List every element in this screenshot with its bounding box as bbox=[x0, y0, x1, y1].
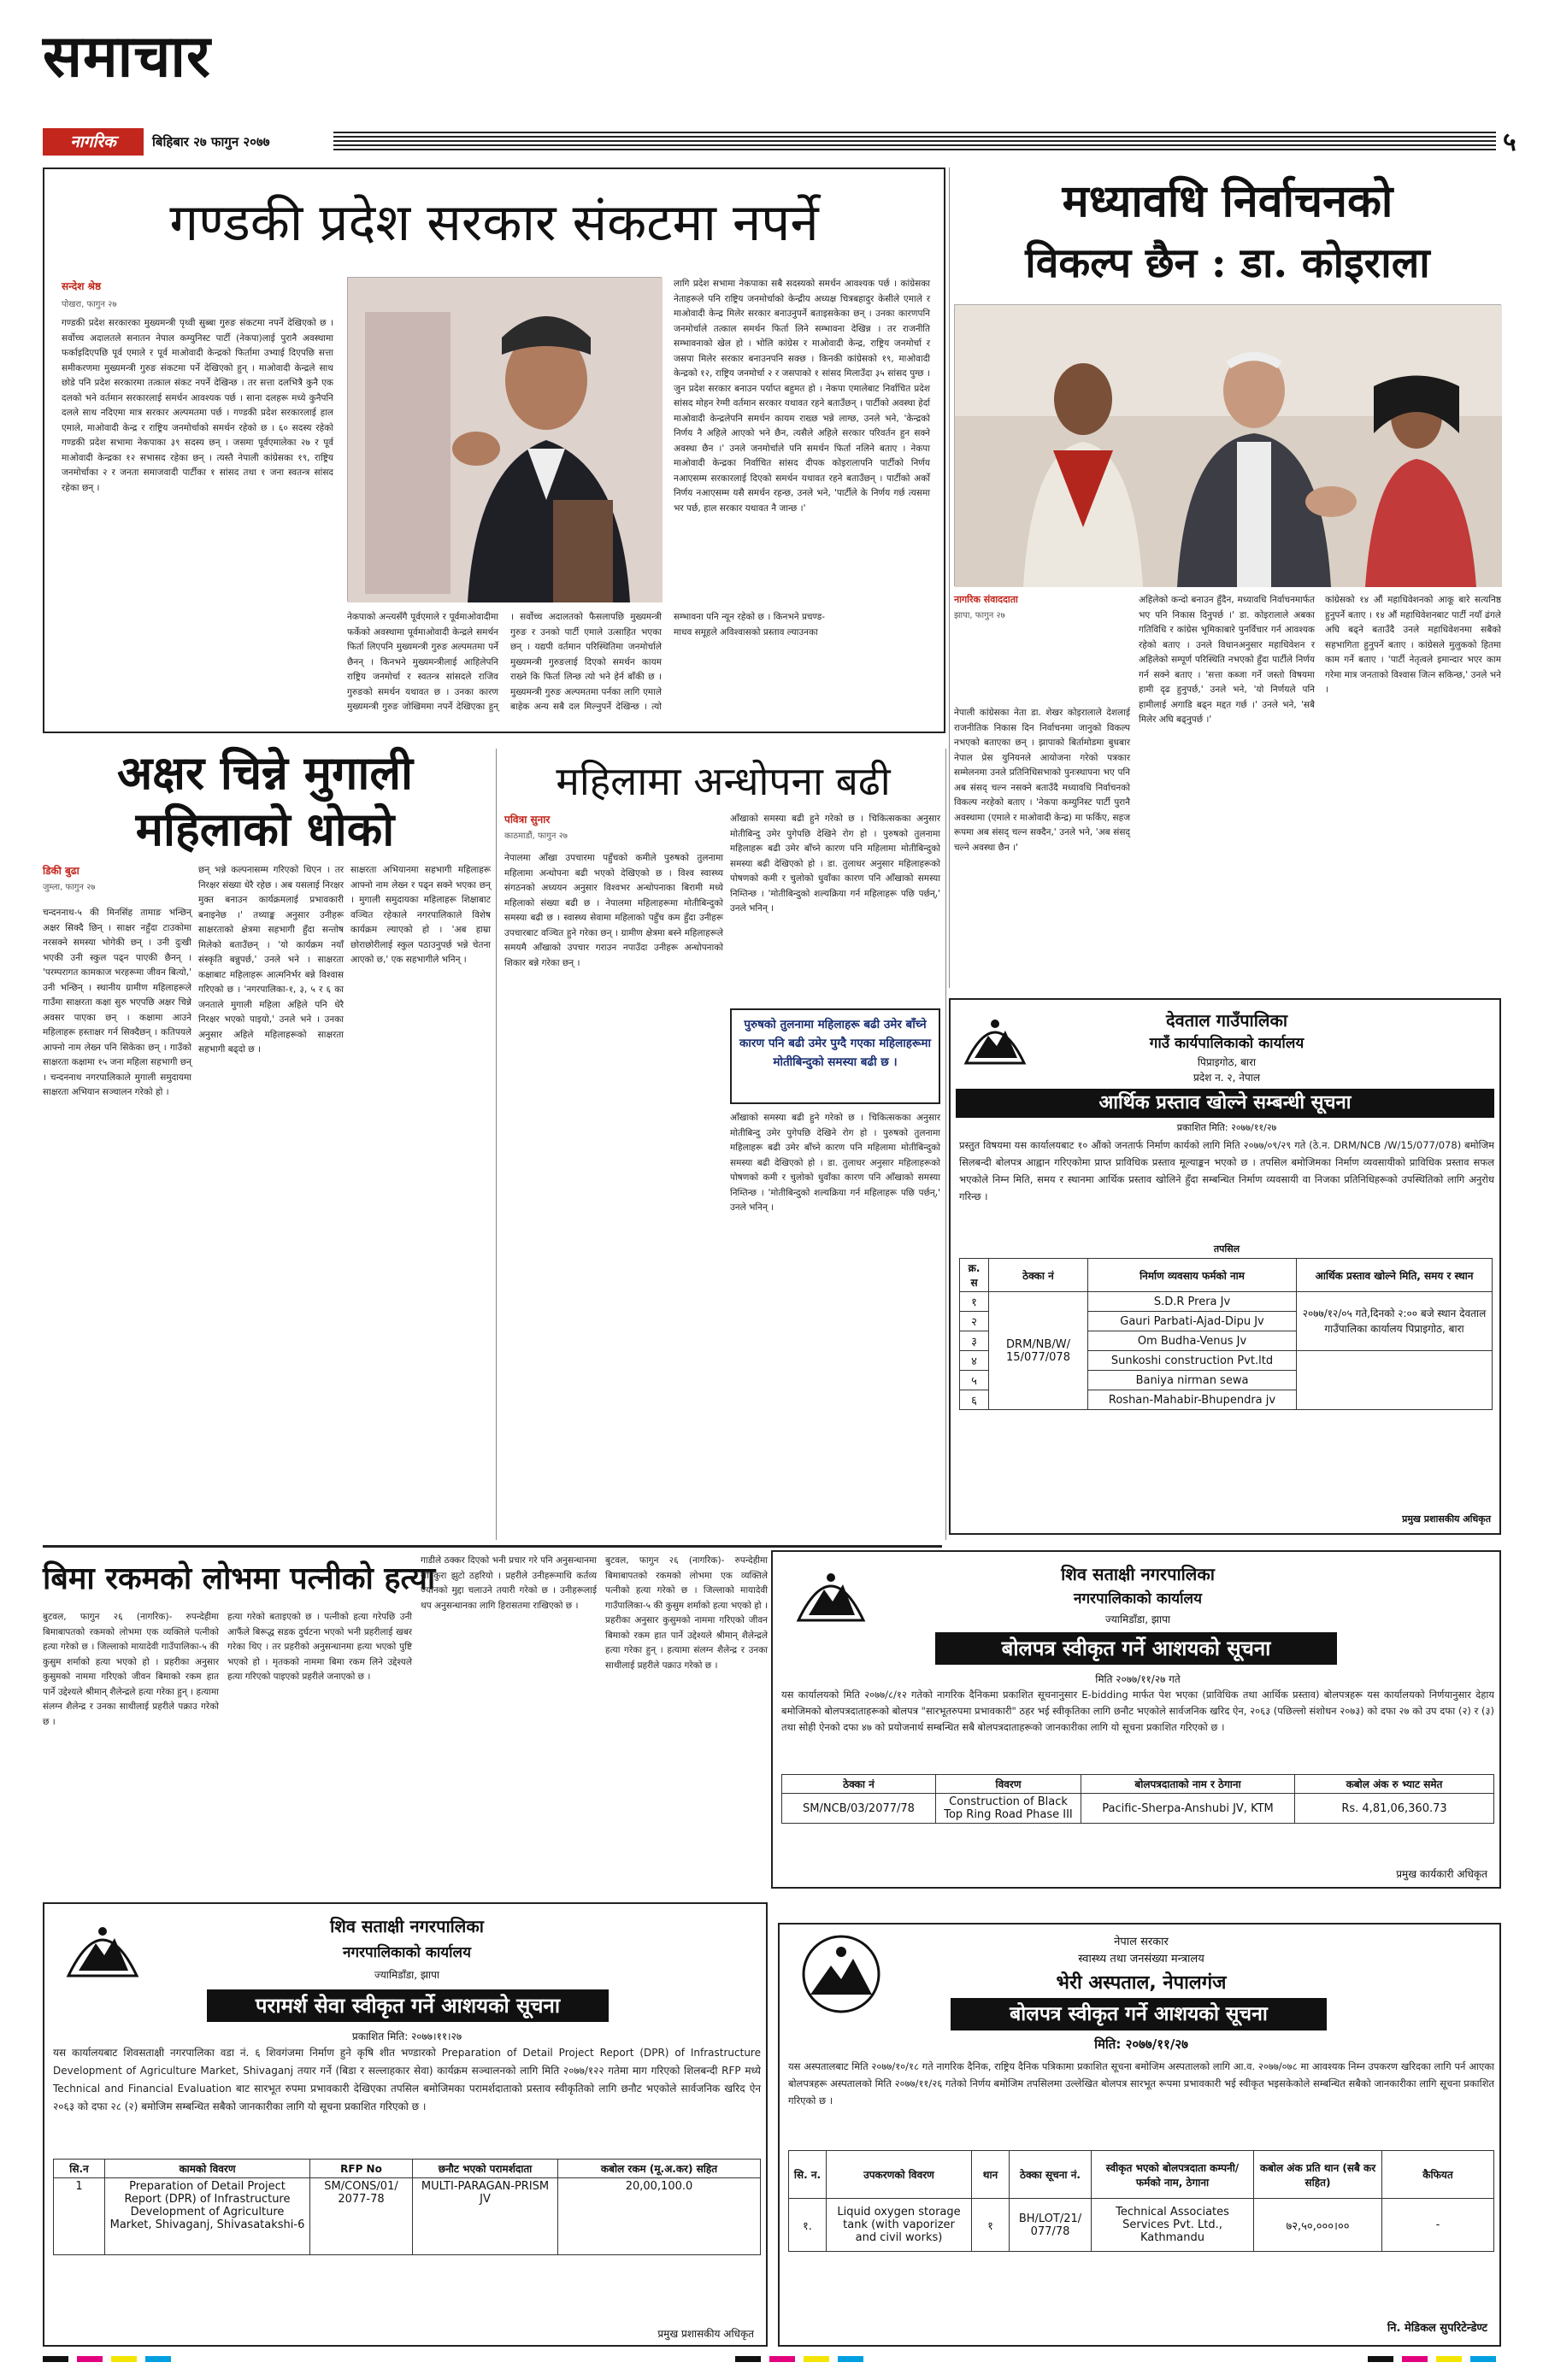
col-header: कबोल रकम (मू.अ.कर) सहित bbox=[558, 2160, 761, 2178]
contract-number: SM/NCB/03/2077/78 bbox=[782, 1794, 936, 1824]
notice-bheri-hospital bbox=[778, 1923, 1501, 2347]
article-column: कांग्रेसको १४ औं महाधिवेशनको आकू बारे सत्यनिष्ठ हुनुपर्ने बताए । १४ औं महाधिवेशनबाट पार्टी नयाँ ढंगले अघि बढ्ने बताउँदै उनले महाधिवेशनमा सबैको सहभागिता हुनुपर्ने बताए । कांग्रेसले मुलुकको हितमा काम गर्ने बताए । 'पार्टी नेतृत्वले इमान्दार भएर काम गरेमा मात्र जनताको विश्वास जित्न सकिन्छ,' उनले भने । bbox=[1325, 595, 1501, 695]
col-header: कबोल अंक रु भ्याट समेत bbox=[1295, 1775, 1494, 1794]
rfp-number: SM/CONS/01/ 2077-78 bbox=[310, 2178, 413, 2255]
article-column: नेपाली कांग्रेसका नेता डा. शेखर कोइरालाले देशलाई राजनीतिक निकास दिन निर्वाचनमा जानुको विकल्प नभएको बताएका छन् । झापाको बिर्तामोडमा बुधबार नेपाल प्रेस युनियनले आयोजना गरेको पत्रकार सम्मेलनमा उनले प्रतिनिधिसभाको पुनःस्थापना भए पनि अब संसद् चल्न नसक्ने बताउँदै मध्यावधि निर्वाचनको विकल्प नरहेको बताए । 'नेकपा कम्युनिस्ट पार्टी पुरानै अवस्थामा (एमाले र माओवादी केन्द्र) मा फर्किए, सहज रूपमा अब संसद् चल्न सक्दैन,' उनले भने, 'अब संसद् चल्ने अवस्था छैन ।' bbox=[954, 708, 1130, 853]
col-header: RFP No bbox=[310, 2160, 413, 2178]
headline: मध्यावधि निर्वाचनको bbox=[1062, 175, 1393, 227]
registration-bar bbox=[43, 2356, 68, 2362]
equipment-table bbox=[788, 2150, 1494, 2252]
dateline: जुम्ला, फागुन २७ bbox=[43, 883, 96, 892]
bid-table bbox=[781, 1774, 1494, 1824]
notice-shivsatakshi-bid bbox=[771, 1550, 1501, 1889]
notice-banner: बोलपत्र स्वीकृत गर्ने आशयको सूचना bbox=[951, 1998, 1327, 2030]
headline: विकल्प छैन : डा. कोइराला bbox=[1025, 239, 1430, 287]
org-name: शिव सताक्षी नगरपालिका bbox=[330, 1916, 484, 1936]
notice-consulting bbox=[43, 1902, 768, 2347]
address: पिप्राइगोठ, बारा bbox=[1197, 1056, 1257, 1068]
table-cell: ३ bbox=[960, 1331, 989, 1351]
article-column: चन्दननाथ-५ की मिनसिंह तामाङ भन्छिन् अक्षर सिक्दै छिन् । साक्षर नहुँदा टाउकोमा नरसक्ने समस्या भोगेकी छन् । उनी दुःखी भएकी उनी स्कुल पढ्न पाएकी छैनन् । 'परम्परागत कामकाज भरहरूमा जीवन बित्यो,' उनी भन्छिन् । स्थानीय ग्रामीण महिलाहरूले गाउँमा साक्षरता कक्षा सुरु भएपछि अक्षर चिन्ने अवसर पाएका छन् । कक्षामा आउने महिलाहरू हस्ताक्षर गर्न सिक्दैछन् । कतिपयले आफ्नो नाम लेख्न पनि सिकेका छन् । गाउँको साक्षरता कक्षामा १५ जना महिला सहभागी छन् । चन्दननाथ नगरपालिकाले मुगाली समुदायमा साक्षरता अभियान सञ्चालन गरेको हो । bbox=[43, 908, 191, 1097]
headline: गण्डकी प्रदेश सरकार संकटमा नपर्ने bbox=[169, 193, 819, 253]
org-name: शिव सताक्षी नगरपालिका bbox=[1061, 1564, 1215, 1584]
article-column: हत्या गरेको बताइएको छ । पत्नीको हत्या गरेपछि उनी आफैंले बिरूद्ध सडक दुर्घटना भएको भनी प्रहरीलाई खबर गरेका थिए । तर प्रहरीको अनुसन्धानमा हत्या भएको पुष्टि भएको हो । मृतकको नाममा बिमा रकम लिने उद्देश्यले हत्या गरिएको पाइएको प्रहरीले जनाएको छ । bbox=[227, 1612, 412, 1682]
photo-press-meet bbox=[954, 304, 1501, 586]
article-column: बुटवल, फागुन २६ (नागरिक)- रुपन्देहीमा बिमाबापतको रकमको लोभमा एक व्यक्तिले पत्नीको हत्या गरेको छ । जिल्लाको मायादेवी गाउँपालिका-५ की कुसुम शर्माको हत्या भएको हो । प्रहरीका अनुसार कुसुमको नाममा गरिएको जीवन बिमाको रकम हात पार्ने उद्देश्यले श्रीमान् शैलेन्द्रले हत्या गरेका हुन् । हत्यामा संलग्न शैलेन्द्र र उनका साथीलाई प्रहरीले पक्राउ गरेको छ । bbox=[605, 1555, 768, 1671]
registration-bar bbox=[804, 2356, 829, 2362]
contract-number: DRM/NB/W/ 15/077/078 bbox=[989, 1292, 1088, 1410]
table-cell: २ bbox=[960, 1312, 989, 1331]
page-number: ५ bbox=[1503, 127, 1516, 157]
bid-amount: ७२,५०,०००।०० bbox=[1254, 2199, 1382, 2252]
section-title: समाचार bbox=[43, 22, 211, 91]
col-header: कामको विवरण bbox=[105, 2160, 310, 2178]
notice-body: यस कार्यालयको मिति २०७७/८/१२ गतेको नागरिक दैनिकमा प्रकाशित सूचनानुसार E-bidding मार्फत पेश भएका (प्राविधिक तथा आर्थिक प्रस्ताव) बोलपत्रहरू यस कार्यालयको निर्णयानुसार देहाय बमोजिमको बोलपत्रदाताहरूको बोलपत्र "सारभूतरुपमा प्रभावकारी" ठहर भई स्वीकृतिका लागि छनौट भएकोले सार्वजनिक खरिद ऐन, २०६३ (पछिल्लो संशोधन २०७३) को दफा २७ को उप दफा (२) र (३) तथा सोही ऐनको दफा ४७ को प्रयोजनार्थ सम्बन्धित सबै बोलपत्रदाताहरूको जानकारीका लागि यो सूचना प्रकाशित गरिएको छ । bbox=[781, 1689, 1494, 1733]
published-date: मिति: २०७७/११/२७ bbox=[1094, 2036, 1188, 2052]
col-header: कबोल अंक प्रति थान (सबै कर सहित) bbox=[1254, 2151, 1382, 2199]
ministry-name: स्वास्थ्य तथा जनसंख्या मन्त्रालय bbox=[1078, 1953, 1204, 1966]
bid-amount: Rs. 4,81,06,360.73 bbox=[1295, 1794, 1494, 1824]
article-column: लागि प्रदेश सभामा नेकपाका सबै सदस्यको समर्थन आवश्यक पर्छ । कांग्रेसका नेताहरूले पनि राष्ट्रिय जनमोर्चाको केन्द्रीय अध्यक्ष चित्रबहादुर केसीले एमाले र माओवादी केन्द्र मिलेर सरकार बनाउनुपर्ने बताइसकेका छन् । उनका कारणपनि जनमोर्चाले तत्काल समर्थन फिर्ता लिने सम्भावना देखिन्न । तर राजनीति सम्भावनाको खेल हो । भोलि कांग्रेस र माओवादी केन्द्र, राष्ट्रिय जनमोर्चा र जसपा मिलेर सरकार बनाउनपनि सक्छ । किनकी कांग्रेसको १९, माओवादी केन्द्रको १२, राष्ट्रिय जनमोर्चा २ र जसपाको १ सांसद मिलाउँदा ३५ सांसद पुग्छ । जुन प्रदेश सरकार बनाउन पर्याप्त बहुमत हो । नेकपा एमालेबाट निर्वाचित प्रदेश सांसद मोहन रेग्मी वर्तमान सरकार यथावत रहने बताउँछन् । पार्टीको अवस्था हेर्दा माओवादी केन्द्रलेपनि समर्थन कायम राख्छ भन्ने लाग्छ, उनले भने, 'केन्द्रको निर्णय नै अहिले आएको भने छैन, त्यसैले अहिले सरकार परिवर्तन हुन सक्ने अवस्था छैन ।' उनले जनमोर्चाले पनि समर्थन फिर्ता नलिने बताए । नेकपा माओवादी केन्द्रका निर्वाचित सांसद दीपक कोइरालापनि पार्टीको निर्णय नआएसम्म सरकारलाई दिएको समर्थन यथावत रहने बताउँछन् । पार्टीको अर्को निर्णय नआएसम्म यसै समर्थन रहन्छ, उनले भने, 'पार्टीले के निर्णय गर्छ त्यसमा भर पर्छ, हाल सरकार यथावत नै जान्छ ।' bbox=[674, 279, 930, 514]
province: प्रदेश न. २, नेपाल bbox=[1193, 1072, 1261, 1084]
col-header: छनौट भएको परामर्शदाता bbox=[413, 2160, 558, 2178]
article-column: आँखाको समस्या बढी हुने गरेको छ । चिकित्सकका अनुसार मोतीबिन्दु उमेर पुगेपछि देखिने रोग हो । पुरुषको तुलनामा महिलाहरू बढी उमेर बाँच्ने कारण पनि महिलामा मोतीबिन्दुको समस्या बढी देखिएको हो । डा. तुलाधर अनुसार महिलाहरूको पोषणको कमी र चुलोको धुवाँका कारण पनि आँखाको समस्या निम्तिन्छ । 'मोतीबिन्दुको शल्यक्रिया गर्न महिलाहरू पछि पर्छन्,' उनले भनिन् । bbox=[730, 814, 940, 914]
col-header: ठेक्का नं bbox=[782, 1775, 936, 1794]
article-column: गाडीले ठक्कर दिएको भनी प्रचार गरे पनि अनुसन्धानमा सो कुरा झुटो ठहरियो । प्रहरीले उनीहरूमाथि कर्तव्य ज्यानको मुद्दा चलाउने तयारी गरेको छ । उनीहरूलाई थप अनुसन्धानका लागि हिरासतमा राखिएको छ । bbox=[421, 1555, 597, 1611]
address: ज्यामिडाँडा, झापा bbox=[374, 1969, 439, 1981]
consultant-name: MULTI-PARAGAN-PRISM JV bbox=[413, 2178, 558, 2255]
article-column: नेपालमा आँखा उपचारमा पहुँचको कमीले पुरुषको तुलनामा महिलामा अन्धोपना बढी भएको देखिएको छ । विश्व स्वास्थ्य संगठनको अध्ययन अनुसार विश्वभर अन्धोपनाका बिरामी मध्ये महिलाको संख्या बढी छ । नेपालमा महिलाहरूमा मोतीबिन्दुको समस्या बढी छ । स्वास्थ्य सेवामा महिलाको पहुँच कम हुँदा उनीहरू उपचारबाट वञ्चित हुने गरेका छन् । ग्रामीण क्षेत्रमा बस्ने महिलाहरूले समयमै आँखाको उपचार गराउन नपाउँदा उनीहरू अन्धोपनाको शिकार बन्ने गरेका छन् । bbox=[504, 853, 723, 968]
signoff: प्रमुख प्रशासकीय अधिकृत bbox=[657, 2328, 754, 2340]
col-header: आर्थिक प्रस्ताव खोल्ने मिति, समय र स्थान bbox=[1297, 1259, 1493, 1292]
registration-bar bbox=[769, 2356, 795, 2362]
firm-name: Roshan-Mahabir-Bhupendra jv bbox=[1088, 1390, 1297, 1410]
work-description: Preparation of Detail Project Report (DPR) of Infrastructure Development of Agriculture Market, Shivaganj, Shivasatakshi-6 bbox=[105, 2178, 310, 2255]
article-column: साक्षरता अभियानमा सहभागी महिलाहरू आफ्नो नाम लेख्न र पढ्न सक्ने भएका छन् । मुगाली समुदायका महिलाहरू शिक्षाबाट वञ्चित रहेकाले नगरपालिकाले विशेष कार्यक्रम ल्याएको हो । 'अब हाम्रा छोराछोरीलाई स्कुल पठाउनुपर्छ भन्ने चेतना आएको छ,' एक सहभागीले भनिन् । bbox=[350, 865, 491, 965]
signoff: नि. मेडिकल सुपरिटेन्डेण्ट bbox=[1387, 2322, 1487, 2335]
col-header: क्र. स bbox=[960, 1259, 989, 1292]
table-caption: तपसिल bbox=[1213, 1243, 1240, 1255]
dateline: काठमाडौं, फागुन २७ bbox=[504, 832, 568, 841]
col-header: उपकरणको विवरण bbox=[827, 2151, 972, 2199]
portrait-figure bbox=[348, 278, 663, 602]
column-rule bbox=[496, 749, 497, 1540]
consultant-table bbox=[53, 2159, 761, 2255]
masthead-rule-stack bbox=[333, 132, 1496, 152]
col-header: स्वीकृत भएको बोलपत्रदाता कम्पनी/फर्मको नाम, ठेगाना bbox=[1092, 2151, 1254, 2199]
byline: सन्देश श्रेष्ठ bbox=[62, 280, 102, 292]
article-column: आँखाको समस्या बढी हुने गरेको छ । चिकित्सकका अनुसार मोतीबिन्दु उमेर पुगेपछि देखिने रोग हो । पुरुषको तुलनामा महिलाहरू बढी उमेर बाँच्ने कारण पनि महिलामा मोतीबिन्दुको समस्या बढी देखिएको हो । डा. तुलाधर अनुसार महिलाहरूको पोषणको कमी र चुलोको धुवाँका कारण पनि आँखाको समस्या निम्तिन्छ । 'मोतीबिन्दुको शल्यक्रिया गर्न महिलाहरू पछि पर्छन्,' उनले भनिन् । bbox=[730, 1113, 940, 1213]
col-header: सि. न. bbox=[789, 2151, 827, 2199]
col-header: निर्माण व्यवसाय फर्मको नाम bbox=[1088, 1259, 1297, 1292]
registration-bar bbox=[111, 2356, 137, 2362]
notice-banner: आर्थिक प्रस्ताव खोल्ने सम्बन्धी सूचना bbox=[956, 1089, 1494, 1118]
headline: अक्षर चिन्ने मुगाली bbox=[117, 745, 413, 800]
opening-schedule: २०७७/१२/०५ गते,दिनको २:०० बजे स्थान देवताल गाउँपालिका कार्यालय पिप्राइगोठ, बारा bbox=[1297, 1292, 1493, 1351]
masthead bbox=[43, 15, 1516, 157]
equipment-description: Liquid oxygen storage tank (with vaporizer and civil works) bbox=[827, 2199, 972, 2252]
table-cell: १ bbox=[960, 1292, 989, 1312]
dateline: झापा, फागुन २७ bbox=[954, 611, 1005, 620]
firm-name: Om Budha-Venus Jv bbox=[1088, 1331, 1297, 1351]
office-name: नगरपालिकाको कार्यालय bbox=[1074, 1590, 1202, 1607]
address: ज्यामिडाँडा, झापा bbox=[1104, 1613, 1170, 1625]
government-label: नेपाल सरकार bbox=[1114, 1936, 1169, 1948]
registration-bar bbox=[1402, 2356, 1428, 2362]
story-literacy bbox=[43, 745, 487, 856]
table-cell bbox=[1297, 1351, 1493, 1410]
notice-banner: बोलपत्र स्वीकृत गर्ने आशयको सूचना bbox=[935, 1632, 1337, 1665]
registration-bar bbox=[838, 2356, 863, 2362]
article-column: अहिलेको कन्दो बनाउन हुँदैन, मध्यावधि निर्वाचनमार्फत भए पनि निकास दिनुपर्छ ।' डा. कोइरालाले अबका गतिविधि र कांग्रेस भूमिकाबारे पुनर्विचार गर्न आवश्यक रहेको बताए । उनले विधानअनुसार महाधिवेशन र अहिलेको सम्पूर्ण परिस्थिति नभएको हुँदा पार्टीले निर्णय गर्न सक्ने बताए । 'सत्ता कब्जा गर्ने जस्तो विषयमा हामी दृढ हुनुपर्छ,' उनले भने, 'यो निर्णयले पनि हामीलाई अगाडि बढ्न मद्दत गर्छ ।' उनले भने, 'सबै मिलेर अघि बढ्नुपर्छ ।' bbox=[1139, 595, 1315, 725]
registration-bar bbox=[1470, 2356, 1496, 2362]
signoff: प्रमुख कार्यकारी अधिकृत bbox=[1396, 1868, 1487, 1880]
article-column: बुटवल, फागुन २६ (नागरिक)- रुपन्देहीमा बिमाबापतको रकमको लोभमा एक व्यक्तिले पत्नीको हत्या गरेको छ । जिल्लाको मायादेवी गाउँपालिका-५ की कुसुम शर्माको हत्या भएको हो । प्रहरीका अनुसार कुसुमको नाममा गरिएको जीवन बिमाको रकम हात पार्ने उद्देश्यले श्रीमान् शैलेन्द्रले हत्या गरेका हुन् । हत्यामा संलग्न शैलेन्द्र र उनका साथीलाई प्रहरीले पक्राउ गरेको छ । bbox=[43, 1612, 219, 1727]
remarks: - bbox=[1382, 2199, 1494, 2252]
headline: महिलामा अन्धोपना बढी bbox=[556, 758, 891, 804]
notice-banner: परामर्श सेवा स्वीकृत गर्ने आशयको सूचना bbox=[207, 1989, 609, 2022]
work-description: Construction of Black Top Ring Road Phase III bbox=[936, 1794, 1081, 1824]
table-cell: ४ bbox=[960, 1351, 989, 1371]
registration-bar bbox=[77, 2356, 103, 2362]
bidder-name: Technical Associates Services Pvt. Ltd., Kathmandu bbox=[1092, 2199, 1254, 2252]
bid-amount: 20,00,100.0 bbox=[558, 2178, 761, 2255]
article-column: नेकपाको अन्त्यसँगै पूर्वएमाले र पूर्वमाओवादीमा फर्केको अवस्थामा पूर्वमाओवादी केन्द्रले समर्थन फिर्ता लिएपनि मुख्यमन्त्री गुरुङ अल्पमतमा पर्ने छैनन् । किनभने मुख्यमन्त्रीलाई आहिलेपनि राष्ट्रिय जनमोर्चा र स्वतन्त्र सांसदले राजिव गुरुङको समर्थन यथावत छ । उनका कारण मुख्यमन्त्री गुरुङ जोखिममा नपर्ने देखिएका हुन् । सर्वोच्च अदालतको फैसलापछि मुख्यमन्त्री गुरुङ र उनको पार्टी एमाले उत्साहित भएका छन् । यद्यपी वर्तमान परिस्थितिमा जनमोर्चाले मुख्यमन्त्री गुरुङलाई दिएको समर्थन कायम राख्ने कि फिर्ता लिन्छ त्यो भने हेर्न बाँकी छ । मुख्यमन्त्री गुरुङ अल्पमतमा पर्नका लागि एमाले बाहेक अन्य सबै दल मिल्नुपर्ने देखिन्छ । त्यो सम्भावना पनि न्यून रहेको छ । किनभने प्रचण्ड-माधव समूहले अविश्वासको प्रस्ताव ल्याउनका bbox=[347, 612, 825, 712]
registration-bar bbox=[145, 2356, 171, 2362]
headline: महिलाको धोको bbox=[135, 802, 395, 856]
published-date: मिति २०७७/११/२७ गते bbox=[1095, 1673, 1181, 1685]
column-rule bbox=[949, 167, 950, 988]
pull-quote: पुरुषको तुलनामा महिलाहरू बढी उमेर बाँच्ने कारण पनि बढी उमेर पुग्दै गएका महिलाहरूमा मोतीबिन्दुको समस्या बढी छ । bbox=[730, 1008, 940, 1104]
byline: डिकी बुढा bbox=[43, 865, 80, 877]
col-header: विवरण bbox=[936, 1775, 1081, 1794]
quantity: १ bbox=[972, 2199, 1010, 2252]
brand-badge: नागरिक bbox=[43, 128, 144, 156]
table-cell: १. bbox=[789, 2199, 827, 2252]
col-header: सि.न bbox=[54, 2160, 105, 2178]
bidder-name: Pacific-Sherpa-Anshubi JV, KTM bbox=[1081, 1794, 1295, 1824]
col-header: बोलपत्रदाताको नाम र ठेगाना bbox=[1081, 1775, 1295, 1794]
firm-name: S.D.R Prera Jv bbox=[1088, 1292, 1297, 1312]
byline: पवित्रा सुनार bbox=[504, 814, 551, 826]
registration-bar bbox=[1436, 2356, 1462, 2362]
col-header: ठेक्का नं bbox=[989, 1259, 1088, 1292]
registration-bar bbox=[1368, 2356, 1393, 2362]
dateline: पोखरा, फागुन २७ bbox=[62, 300, 117, 309]
firm-name: Gauri Parbati-Ajad-Dipu Jv bbox=[1088, 1312, 1297, 1331]
office-name: नगरपालिकाको कार्यालय bbox=[343, 1944, 471, 1961]
notice-body: यस अस्पतालबाट मिति २०७७/१०/१८ गते नागरिक दैनिक, राष्ट्रिय दैनिक पत्रिकामा प्रकाशित सूचना बमोजिम अस्पतालको लागि आ.व. २०७७/०७८ मा आवश्यक निम्न उपकरण खरिदका लागि पर्न आएका बोलपत्रहरू अस्पतालको मिति २०७७/११/२६ गतेको निर्णय बमोजिम तपसिलमा उल्लेखित बोलपत्र सारभूत रूपमा प्रभावकारी भई स्वीकृत भइसकेकोले सम्बन्धित सबैको जानकारीका लागि सूचना प्रकाशित गरिएको छ । bbox=[788, 2060, 1494, 2107]
firm-name: Sunkoshi construction Pvt.ltd bbox=[1088, 1351, 1297, 1371]
issue-date: बिहिबार २७ फागुन २०७७ bbox=[152, 134, 270, 150]
group-photo bbox=[955, 305, 1502, 587]
headline: बिमा रकमको लोभमा पत्नीको हत्या bbox=[43, 1560, 436, 1596]
byline: नागरिक संवाददाता bbox=[954, 594, 1018, 605]
published-date: प्रकाशित मिति: २०७७।११।२७ bbox=[351, 2030, 462, 2042]
table-cell: ६ bbox=[960, 1390, 989, 1410]
article-column: छन् भन्ने कल्पनासम्म गरिएको थिएन । तर निरक्षर संख्या धेरै रहेछ । अब यसलाई निरक्षर मुक्त बनाउन कार्यक्रमलाई प्रभावकारी बनाइनेछ ।' तथ्याङ्क अनुसार उनीहरू साक्षरताको क्षेत्रमा सहभागी हुँदा सन्तोष मिलेको बताउँछन् । 'यो कार्यक्रम नयाँ संस्कृति बन्नुपर्छ,' उनले भने । साक्षरता कक्षाबाट महिलाहरू आत्मनिर्भर बन्ने विश्वास गरिएको छ । 'नगरपालिका-१, ३, ५ र ६ का जनताले मुगाली महिला अहिले पनि धेरै निरक्षर भएको पाइयो,' उनले भने । उनका अनुसार अहिले महिलाहरूको साक्षरता सहभागी बढ्दो छ । bbox=[198, 865, 344, 1055]
col-header: कैफियत bbox=[1382, 2151, 1494, 2199]
published-date: प्रकाशित मिति: २०७७/११/२७ bbox=[1176, 1122, 1277, 1133]
notice-number: BH/LOT/21/ 077/78 bbox=[1010, 2199, 1092, 2252]
column-rule bbox=[945, 749, 946, 1540]
col-header: ठेक्का सूचना नं. bbox=[1010, 2151, 1092, 2199]
registration-bar bbox=[735, 2356, 761, 2362]
notice-body: यस कार्यालयबाट शिवसताक्षी नगरपालिका वडा नं. ६ शिवगंजमा निर्माण हुने कृषि शीत भण्डारको Preparation of Detail Project Report (DPR) of Infrastructure Development of Agriculture Market, Shivaganj तयार गर्ने (बिडा र सल्लाहकार सेवा) कार्यक्रम सञ्चालनको लागि मिति २०७७/१२२ गतेमा माग गरिएको शिलबन्दी RFP मध्ये Technical and Financial Evaluation बाट सारभूत रुपमा प्रभावकारी देखिएका तपसिल बमोजिमका परामर्शदाताको प्रस्ताव स्वीकृतिको लागि छनौट भएकोले सार्वजनिक खरिद ऐन २०६३ को दफा २८ (२) बमोजिम सम्बन्धित सबैको जानकारीका लागि यो सूचना प्रकाशित गरिएको छ । bbox=[53, 2047, 761, 2113]
notice-devtal bbox=[949, 998, 1501, 1535]
section-rule bbox=[43, 1545, 942, 1548]
col-header: थान bbox=[972, 2151, 1010, 2199]
firm-name: Baniya nirman sewa bbox=[1088, 1371, 1297, 1390]
table-cell: 1 bbox=[54, 2178, 105, 2255]
article-column: गण्डकी प्रदेश सरकारका मुख्यमन्त्री पृथ्वी सुब्बा गुरुङ संकटमा नपर्ने देखिएको छ । सर्वोच्च अदालतले सनातन नेपाल कम्युनिस्ट पार्टी (नेकपा)लाई पुरानै अवस्थामा फर्काइदिएपछि पूर्व एमाले र पूर्व माओवादी केन्द्रको फिर्तामा उभ्याई दिएपछि सत्ता समीकरणमा मुख्यमन्त्री गुरुङ संकटमा पर्ने देखिएको हुन् । माओवादी केन्द्रले साथ छोडे पनि प्रदेश सरकारमा तत्काल संकट नपर्ने देखिन्छ । तर सत्ता दलभित्रै कुनै एक दलको भने वर्तमान सरकारलाई समर्थन आवश्यक पर्छ । साना दलहरू मध्ये कुनैपनि दलले साथ नदिएमा मात्र सरकार अल्पमतमा पर्छ । गण्डकी प्रदेश सरकारलाई हाल एमाले, माओवादी केन्द्र र राष्ट्रिय जनमोर्चाको समर्थन रहेको छ । ६० सदस्य रहेको गण्डकी प्रदेश सभामा नेकपाका ३९ सदस्य छन् । जसमा पूर्वएमालेका २७ र पूर्व माओवादी केन्द्रका १२ सभासद रहेका छन् । त्यस्तै नेपाली कांग्रेसका १९, राष्ट्रिय जनमोर्चाका २ र जनता समाजवादी पार्टीका १ सांसद तथा १ जना स्वतन्त्र सांसद रहेका छन् । bbox=[62, 318, 333, 493]
photo-chief-minister bbox=[347, 277, 662, 602]
notice-body: प्रस्तुत विषयमा यस कार्यालयबाट १० औंको जनतार्फ निर्माण कार्यको लागि मिति २०७७/०९/२९ गते (ठे.न. DRM/NCB /W/15/077/078) बमोजिम सिलबन्दी बोलपत्र आह्वान गरिएकोमा प्राप्त प्राविधिक प्रस्ताव मूल्याङ्कन भएको छ । तपसिल बमोजिमका निर्माण व्यवसायीको प्राविधिक प्रस्ताव सफल भएकोले निम्न मिति, समय र स्थानमा आर्थिक प्रस्ताव खोलिने हुँदा सम्बन्धित निर्माण व्यवसायी वा निजका प्रतिनिधिहरूको उपस्थितिको लागि अनुरोध गरिन्छ । bbox=[959, 1139, 1494, 1202]
signoff: प्रमुख प्रशासकीय अधिकृत bbox=[1402, 1513, 1491, 1525]
org-name: भेरी अस्पताल, नेपालगंज bbox=[1056, 1972, 1227, 1994]
org-name: देवताल गाउँपालिका bbox=[1165, 1010, 1288, 1031]
contractor-table bbox=[959, 1258, 1493, 1410]
story-gandaki bbox=[43, 167, 945, 733]
table-cell: ५ bbox=[960, 1371, 989, 1390]
office-name: गाउँ कार्यपालिकाको कार्यालय bbox=[1149, 1035, 1304, 1052]
